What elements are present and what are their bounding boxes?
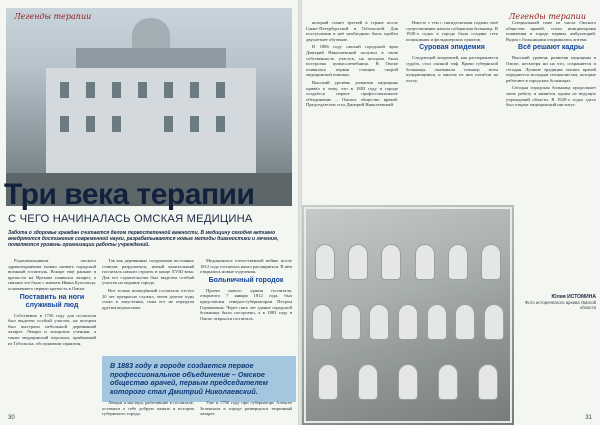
paragraph: Вот только возведённый госпиталь отступ 20 лет прекрасно служил, затем долгие годы стоял в запустении, пока его не передали другим ведомствам. bbox=[102, 287, 194, 310]
left-bottom-column-1 bbox=[102, 400, 194, 416]
window bbox=[60, 82, 69, 98]
building-facade bbox=[46, 68, 256, 178]
person-figure bbox=[449, 245, 467, 279]
people-row bbox=[308, 365, 508, 401]
window bbox=[60, 116, 69, 132]
author-name: Юлия ИСТОМИНА bbox=[551, 294, 596, 300]
left-column-2 bbox=[102, 258, 194, 350]
left-bottom-column-2 bbox=[200, 400, 292, 416]
left-column-1 bbox=[8, 258, 96, 410]
author-signature bbox=[516, 294, 596, 310]
person-figure bbox=[416, 245, 434, 279]
section-tag-right: Легенды терапии bbox=[508, 12, 586, 21]
person-figure bbox=[349, 245, 367, 279]
page-number-left: 30 bbox=[8, 415, 15, 421]
person-figure bbox=[456, 305, 474, 339]
paragraph: Следующей эпидемией, как распоряжается судьба, стал сыпной тиф. Врачи губернской больницы оказывали помощь всем нуждающимся, и многие из них погибли на посту. bbox=[406, 55, 498, 83]
person-figure bbox=[382, 245, 400, 279]
window bbox=[216, 82, 225, 98]
person-figure bbox=[482, 245, 500, 279]
paragraph: Так как деревянные сооружения постоянно ставили разрушаться, новый капитальный госпиталь начали строить в конце XVIII века. Для его строительства был выделен особый участок на окраине города. bbox=[102, 258, 194, 286]
paragraph: Лекари и мастера, работавшие в госпитале, оставили о себе добрую память в истории губернского города. bbox=[102, 400, 194, 416]
paragraph: Проект нового здания госпиталя, открытого 7 января 1812 года, был представлен генерал-губернатором Петром Горчаковым. Через пять лет здание городской больницы было построено, а в 1883 году в Омске открылся госпиталь. bbox=[200, 287, 292, 321]
window bbox=[112, 116, 121, 132]
paragraph: Собственно в 1726 году для госпиталя был выделен особый участок, на котором был выстроен небольшой деревянный лазарет. Лекари и лекарские ученики, а также медицинский персонал, прибывший из Тобольска, обслуживали гарнизон. bbox=[8, 312, 96, 346]
person-figure bbox=[313, 305, 331, 339]
subheading: Суровая эпидемия bbox=[419, 44, 485, 52]
window bbox=[190, 82, 199, 98]
subheading: Поставить на ноги служивый люд bbox=[19, 293, 85, 309]
window bbox=[86, 82, 95, 98]
person-figure bbox=[428, 305, 446, 339]
window bbox=[138, 82, 147, 98]
right-column-1 bbox=[306, 20, 398, 200]
paragraph: Специальный тоже из числа Омского общества врачей, стали инициаторами появления в городе первых амбулаторий. Рядом с больницами открывались аптеки. bbox=[506, 20, 596, 42]
window bbox=[112, 82, 121, 98]
paragraph: В 1886 году омский городской врач Дмитрий Николаевский получил в свою собственность участок, на котором была построена кумысолечебница. В Омске появилась первая станция скорой медицинской помощи. bbox=[306, 44, 398, 78]
person-figure bbox=[399, 365, 417, 399]
right-column-2 bbox=[406, 20, 498, 200]
person-figure bbox=[485, 305, 503, 339]
paragraph: Уже в 1790 году при губернаторе Алексее Зеленском в городе развернулся тюремный лазарет. bbox=[200, 400, 292, 416]
person-figure bbox=[316, 245, 334, 279]
person-figure bbox=[479, 365, 497, 399]
section-tag-left: Легенды терапии bbox=[14, 12, 92, 21]
subheading: Больничный городок bbox=[208, 276, 284, 284]
window bbox=[190, 116, 199, 132]
paragraph: Высокий уровень развития медицины в Омске, несмотря ни на что, сохраняется и сегодня. Лучшие традиции омских врачей передаются молодым специалистам, которые работают в городских больницах. bbox=[506, 55, 596, 83]
paragraph: который станет третьей в стране после Санкт-Петербургской и Тобольской. Для поступления в неё необходимо было пройти двухлетнее обучение. bbox=[306, 20, 398, 42]
person-figure bbox=[370, 305, 388, 339]
window bbox=[164, 82, 173, 98]
paragraph: Медицинское отечественной войны после 1812 года госпиталь начал расширяться. В нём открылись новые отделения. bbox=[200, 258, 292, 275]
pull-quote: В 1883 году в городе создается первое профессиональное объединение – Омское общество врачей, первым председателем которого стал Дмитрий Николаевский. bbox=[102, 356, 296, 402]
right-column-3 bbox=[506, 20, 596, 270]
window bbox=[216, 116, 225, 132]
person-figure bbox=[359, 365, 377, 399]
person-figure bbox=[439, 365, 457, 399]
article-subhead: С ЧЕГО НАЧИНАЛАСЬ ОМСКАЯ МЕДИЦИНА bbox=[8, 213, 253, 225]
person-figure bbox=[319, 365, 337, 399]
page-number-right: 31 bbox=[585, 415, 592, 421]
people-row bbox=[308, 305, 508, 341]
doctors-group-photo bbox=[302, 205, 514, 425]
paragraph: Высокий уровень развития медицины привёл к тому, что в 1883 году в городе создаётся первое профессиональное объединение – Омское общество врачей. Председателем стал Дмитрий Николаевский. bbox=[306, 79, 398, 108]
paragraph: Сегодня городская больница продолжает свою работу и является одним из ведущих учреждений области. В 1920-х годах здесь был открыт медицинский институт. bbox=[506, 85, 596, 108]
subheading: Всё решают кадры bbox=[518, 44, 584, 52]
person-figure bbox=[399, 305, 417, 339]
photo-credit: Фото исторического архива Омской области bbox=[524, 300, 596, 310]
window bbox=[86, 116, 95, 132]
paragraph: Вместе с тем с пятидесятыми годами своё существование начала губернская больница. В 1920-х годах в городе была создана сеть поликлиник и фельдшерских пунктов. bbox=[406, 20, 498, 42]
people-row bbox=[308, 245, 508, 281]
paragraph: Родоначальником омского здравоохранения можно назвать городской военный госпиталь. Вскоре ещё раньше в крепости на Иртыше появился лазарет, а связано это было с именем Ивана Бухгольца, основавшего первую крепость в Омске. bbox=[8, 258, 96, 291]
roof-shape bbox=[76, 48, 226, 68]
left-column-3 bbox=[200, 258, 292, 350]
window bbox=[164, 116, 173, 132]
right-page bbox=[302, 0, 600, 425]
left-page bbox=[0, 0, 298, 425]
person-figure bbox=[342, 305, 360, 339]
article-headline: Три века терапии bbox=[4, 178, 255, 211]
hospital-building-photo bbox=[6, 8, 292, 206]
article-lead: Забота о здоровье граждан считается делом первостепенной важности. В медицину сегодня активно внедряются достижения современной науки, разрабатываются новые методы диагностики и лечения, появляется уровень организации работы учреждений. bbox=[8, 230, 279, 249]
